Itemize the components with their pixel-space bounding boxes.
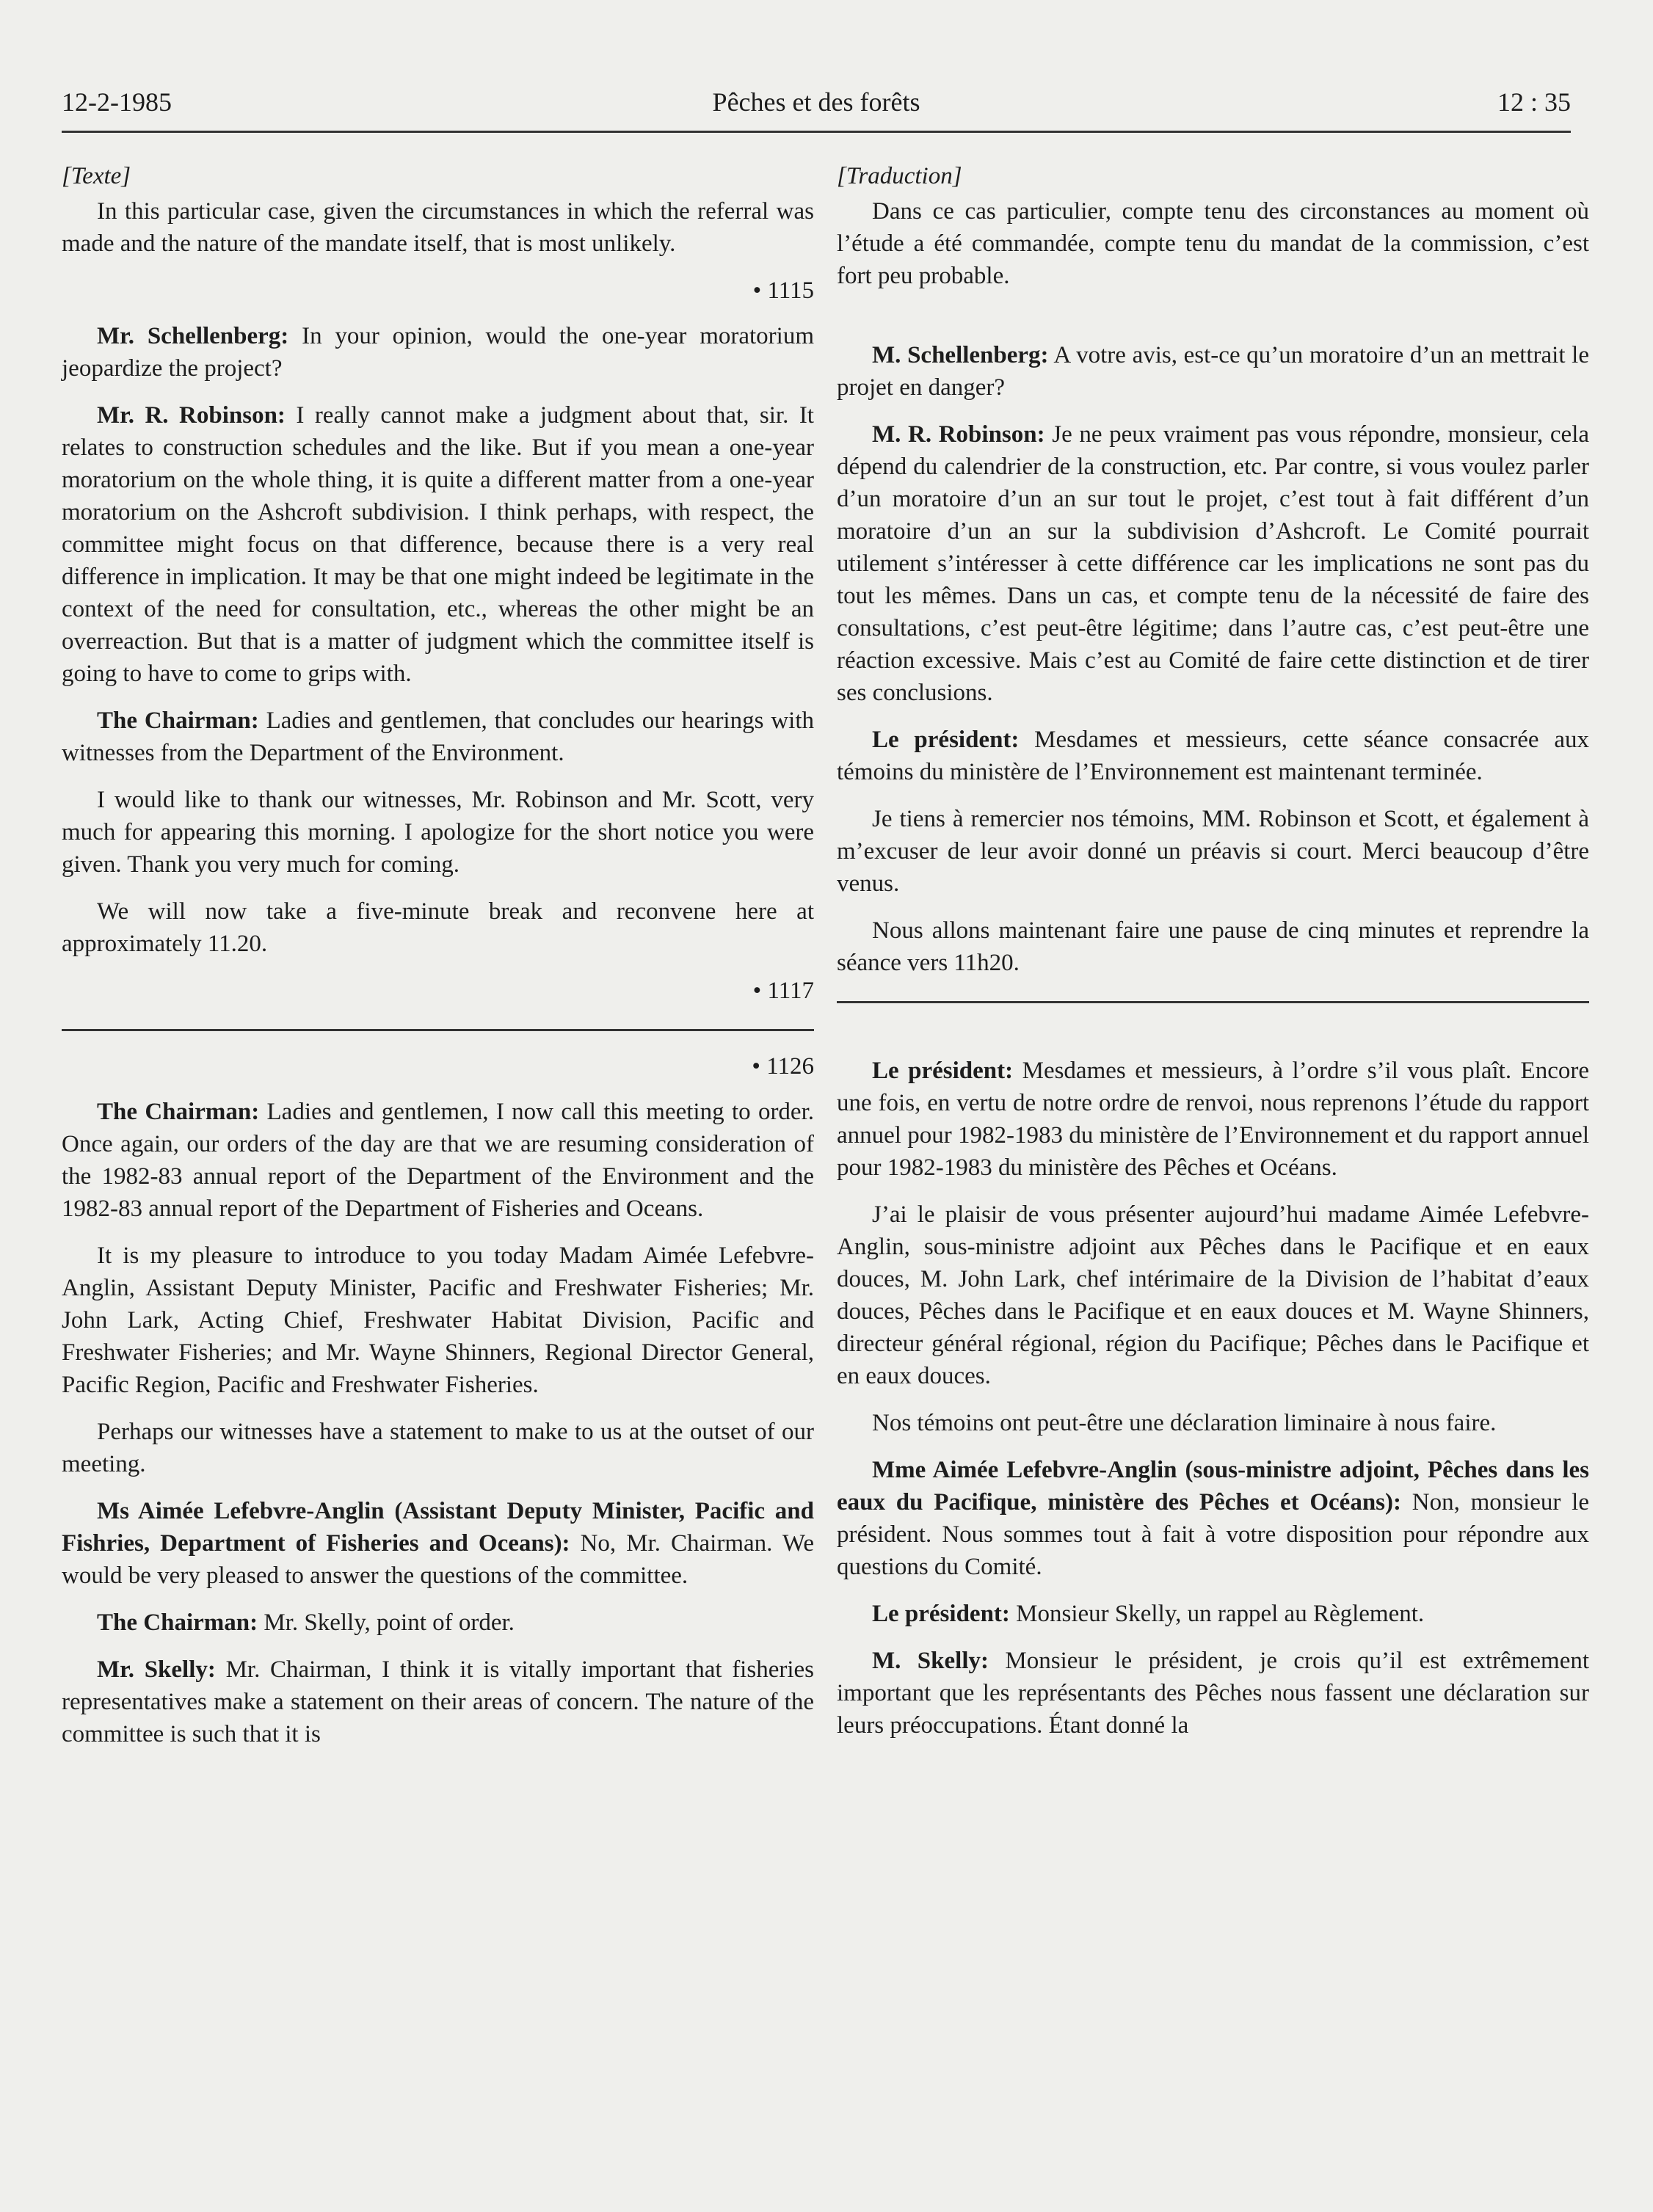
paragraph: We will now take a five-minute break and reconvene here at approximately 11.20. (62, 898, 814, 957)
spacer (837, 307, 1589, 339)
paragraph: J’ai le plaisir de vous présenter aujourd’hui madame Aimée Lefebvre-Anglin, sous-ministre adjoint aux Pêches dans le Pacifique et en eaux douces, M. John Lark, chef intérimaire de la Division de l’habitat d’eaux douces, Pêches dans le Pacifique et en eaux douces et M. Wayne Shinners, directeur général régional, région du Pacifique; Pêches dans le Pacifique et en eaux douces. (837, 1201, 1589, 1389)
time-marker: • 1115 (752, 277, 814, 304)
english-column (62, 160, 814, 1765)
paragraph: Nos témoins ont peut-être une déclaration liminaire à nous faire. (872, 1410, 1497, 1436)
paragraph: Mme Aimée Lefebvre-Anglin (sous-ministre adjoint, Pêches dans les eaux du Pacifique, ministère des Pêches et Océans): Non, monsieur le président. Nous sommes tout à fait à votre disposition pour répondre aux questions du Comité. (837, 1457, 1589, 1580)
paragraph: M. R. Robinson: Je ne peux vraiment pas vous répondre, monsieur, cela dépend du calendrier de la construction, etc. Par contre, si vous voulez parler d’un moratoire d’un an sur tout le projet, c’est tout à fait différent d’un moratoire d’un an sur la subdivision d’Ashcroft. Le Comité pourrait utilement s’intéresser à cette différence car les implications ne sont pas du tout les mêmes. Dans un cas, et compte tenu de la nécessité de faire des consultations, c’est peut-être légitime; dans l’autre cas, c’est peut-être une réaction excessive. Mais c’est au Comité de faire cette distinction et de tirer ses conclusions. (837, 421, 1590, 706)
section-divider (62, 1029, 814, 1031)
paragraph: Le président: Monsieur Skelly, un rappel au Règlement. (872, 1601, 1425, 1627)
speaker: Ms Aimée Lefebvre-Anglin (Assistant Deputy Minister, Pacific and Fishries, Department of Fisheries and Oceans): (62, 1498, 814, 1557)
paragraph: Je tiens à remercier nos témoins, MM. Robinson et Scott, et également à m’excuser de leur avoir donné un préavis si court. Merci beaucoup d’être venus. (837, 806, 1589, 897)
paragraph: M. Schellenberg: A votre avis, est-ce qu’un moratoire d’un an mettrait le projet en danger? (837, 342, 1589, 401)
spacer (837, 1022, 1589, 1055)
paragraph: I would like to thank our witnesses, Mr. Robinson and Mr. Scott, very much for appearing this morning. I apologize for the short notice you were given. Thank you very much for coming. (62, 787, 814, 878)
speaker: Le président: (872, 1601, 1010, 1627)
speaker: The Chairman: (97, 1609, 258, 1636)
paragraph: Mr. R. Robinson: I really cannot make a judgment about that, sir. It relates to construction schedules and the like. But if you mean a one-year moratorium on the whole thing, it is quite a different matter from a one-year moratorium on the Ashcroft subdivision. I think perhaps, with respect, the committee might focus on that difference, because there is a very real difference in implication. It may be that one might indeed be legitimate in the context of the need for consultation, etc., whereas the other might be an overreaction. But that is a matter of judgment which the committee itself is going to have to come to grips with. (62, 402, 814, 687)
time-marker: • 1117 (752, 978, 814, 1004)
speaker: Le président: (872, 727, 1020, 753)
paragraph: Le président: Mesdames et messieurs, à l’ordre s’il vous plaît. Encore une fois, en vertu de notre ordre de renvoi, nous reprenons l’étude du rapport annuel pour 1982-1983 du ministère de l’Environnement et du rapport annuel pour 1982-1983 du ministère des Pêches et Océans. (837, 1058, 1589, 1181)
speaker: The Chairman: (97, 1099, 260, 1125)
speaker: M. Schellenberg: (872, 342, 1049, 368)
speaker: Mme Aimée Lefebvre-Anglin (sous-ministre adjoint, Pêches dans les eaux du Pacifique, ministère des Pêches et Océans): (837, 1457, 1589, 1516)
column-label: [Traduction] (837, 163, 962, 189)
paragraph: It is my pleasure to introduce to you today Madam Aimée Lefebvre-Anglin, Assistant Deputy Minister, Pacific and Freshwater Fisheries; Mr. John Lark, Acting Chief, Freshwater Habitat Division, Pacific and Freshwater Fisheries; and Mr. Wayne Shinners, Regional Director General, Pacific Region, Pacific and Freshwater Fisheries. (62, 1243, 814, 1398)
speaker: Mr. R. Robinson: (97, 402, 286, 429)
page-header (62, 82, 1571, 133)
time-marker: • 1126 (752, 1053, 814, 1080)
speaker: M. Skelly: (872, 1648, 989, 1674)
paragraph: Dans ce cas particulier, compte tenu des circonstances au moment où l’étude a été commandée, compte tenu du mandat de la commission, c’est fort peu probable. (837, 198, 1589, 289)
speaker: The Chairman: (97, 707, 259, 734)
french-column (837, 160, 1589, 1756)
paragraph: Le président: Mesdames et messieurs, cette séance consacrée aux témoins du ministère de l’Environnement est maintenant terminée. (837, 727, 1589, 785)
header-title: Pêches et des forêts (712, 87, 920, 117)
speaker: Mr. Skelly: (97, 1656, 216, 1683)
paragraph: The Chairman: Ladies and gentlemen, I now call this meeting to order. Once again, our orders of the day are that we are resuming consideration of the 1982-83 annual report of the Department of the Environment and the 1982-83 annual report of the Department of Fisheries and Oceans. (62, 1099, 814, 1222)
header-page-number: 12 : 35 (1497, 87, 1571, 117)
speaker: Mr. Schellenberg: (97, 323, 289, 349)
paragraph: Nous allons maintenant faire une pause de cinq minutes et reprendre la séance vers 11h20. (837, 917, 1589, 976)
section-divider (837, 1001, 1589, 1003)
speaker: M. R. Robinson: (872, 421, 1045, 448)
paragraph: Perhaps our witnesses have a statement to make to us at the outset of our meeting. (62, 1419, 814, 1477)
paragraph: M. Skelly: Monsieur le président, je crois qu’il est extrêmement important que les représentants des Pêches nous fassent une déclaration sur leurs préoccupations. Étant donné la (837, 1648, 1590, 1739)
paragraph: The Chairman: Ladies and gentlemen, that concludes our hearings with witnesses from the Department of the Environment. (62, 707, 814, 766)
paragraph: Ms Aimée Lefebvre-Anglin (Assistant Deputy Minister, Pacific and Fishries, Department of Fisheries and Oceans): No, Mr. Chairman. We would be very pleased to answer the questions of the committee. (62, 1498, 814, 1589)
column-label: [Texte] (62, 163, 131, 189)
header-date: 12-2-1985 (62, 87, 172, 117)
speaker: Le président: (872, 1058, 1014, 1084)
paragraph: In this particular case, given the circumstances in which the referral was made and the nature of the mandate itself, that is most unlikely. (62, 198, 814, 257)
paragraph: The Chairman: Mr. Skelly, point of order. (97, 1609, 515, 1636)
paragraph: Mr. Schellenberg: In your opinion, would the one-year moratorium jeopardize the project? (62, 323, 814, 382)
paragraph: Mr. Skelly: Mr. Chairman, I think it is vitally important that fisheries representatives make a statement on their areas of concern. The nature of the committee is such that it is (62, 1656, 814, 1747)
